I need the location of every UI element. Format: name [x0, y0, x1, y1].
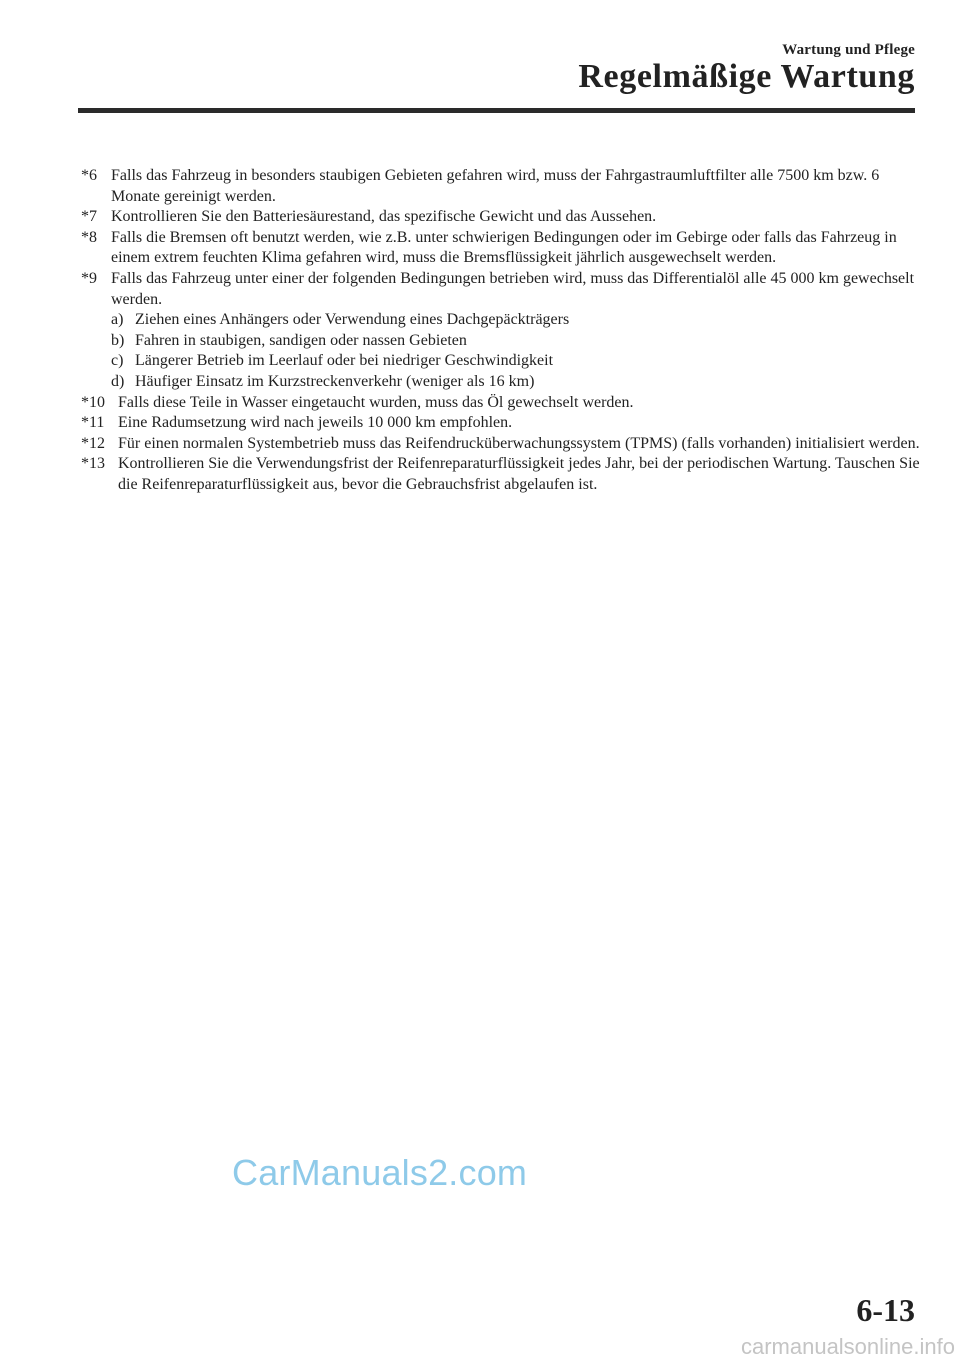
- subitem-text: Ziehen eines Anhängers oder Verwendung eines Dachgepäckträgers: [135, 311, 570, 329]
- footnote-11: [81, 413, 921, 434]
- footnote-marker: *11: [81, 414, 105, 432]
- footnote-text: Für einen normalen Systembetrieb muss das Reifendrucküberwachungssystem (TPMS) (falls vorhanden) initialisiert werden.: [118, 434, 920, 452]
- footnote-text: Falls das Fahrzeug in besonders staubigen Gebieten gefahren wird, muss der Fahrgastraumluftfilter alle 7500 km bzw. 6 Monate gereinigt werden.: [111, 167, 880, 205]
- footnote-list: [81, 166, 921, 496]
- footnote-8: [81, 228, 921, 269]
- footnote-marker: *12: [81, 434, 105, 452]
- footnote-9-subitem-d: [81, 372, 921, 393]
- footnote-text: Eine Radumsetzung wird nach jeweils 10 000 km empfohlen.: [118, 414, 513, 432]
- page-title: Regelmäßige Wartung: [578, 58, 915, 95]
- watermark: CarManuals2.com: [232, 1152, 528, 1193]
- footnote-marker: *6: [81, 167, 97, 184]
- footnote-10: [81, 393, 921, 414]
- title-rule: [78, 108, 915, 113]
- footnote-9-subitem-c: [81, 351, 921, 372]
- subitem-letter: c): [111, 352, 124, 370]
- footnote-9-subitem-a: [81, 310, 921, 331]
- subitem-letter: a): [111, 311, 124, 329]
- footnote-marker: *9: [81, 269, 97, 287]
- footnote-text: Kontrollieren Sie die Verwendungsfrist der Reifenreparaturflüssigkeit jedes Jahr, bei der periodischen Wartung. Tauschen Sie die Reifenreparaturflüssigkeit aus, bevor die Gebrauchsfrist abgelaufen ist.: [118, 455, 920, 493]
- footnote-text: Falls die Bremsen oft benutzt werden, wie z.B. unter schwierigen Bedingungen oder im Gebirge oder falls das Fahrzeug in einem extrem feuchten Klima gefahren wird, muss die Bremsflüssigkeit jährlich ausgewechselt werden.: [111, 228, 897, 267]
- footnote-marker: *10: [81, 393, 105, 411]
- footnote-9: [81, 269, 921, 310]
- subitem-text: Längerer Betrieb im Leerlauf oder bei niedriger Geschwindigkeit: [135, 352, 554, 370]
- footnote-12: [81, 434, 921, 455]
- footnote-7: [81, 207, 921, 228]
- subitem-letter: d): [111, 372, 125, 390]
- footnote-9-subitem-b: [81, 331, 921, 352]
- footnote-6: [81, 166, 921, 207]
- footnote-marker: *13: [81, 455, 105, 473]
- footer-url: carmanualsonline.info: [740, 1334, 955, 1359]
- subitem-letter: b): [111, 331, 125, 349]
- section-label: Wartung und Pflege: [782, 42, 915, 58]
- subitem-text: Häufiger Einsatz im Kurzstreckenverkehr (weniger als 16 km): [135, 372, 535, 390]
- footnote-marker: *8: [81, 228, 97, 246]
- footnote-text: Falls das Fahrzeug unter einer der folgenden Bedingungen betrieben wird, muss das Differentialöl alle 45 000 km gewechselt werden.: [111, 269, 915, 308]
- footnote-marker: *7: [81, 208, 97, 226]
- footnote-text: Falls diese Teile in Wasser eingetaucht wurden, muss das Öl gewechselt werden.: [118, 393, 634, 411]
- subitem-text: Fahren in staubigen, sandigen oder nassen Gebieten: [135, 331, 467, 349]
- footnote-text: Kontrollieren Sie den Batteriesäurestand, das spezifische Gewicht und das Aussehen.: [111, 208, 657, 226]
- page-number: 6-13: [856, 1292, 915, 1328]
- footnote-13: [81, 454, 921, 495]
